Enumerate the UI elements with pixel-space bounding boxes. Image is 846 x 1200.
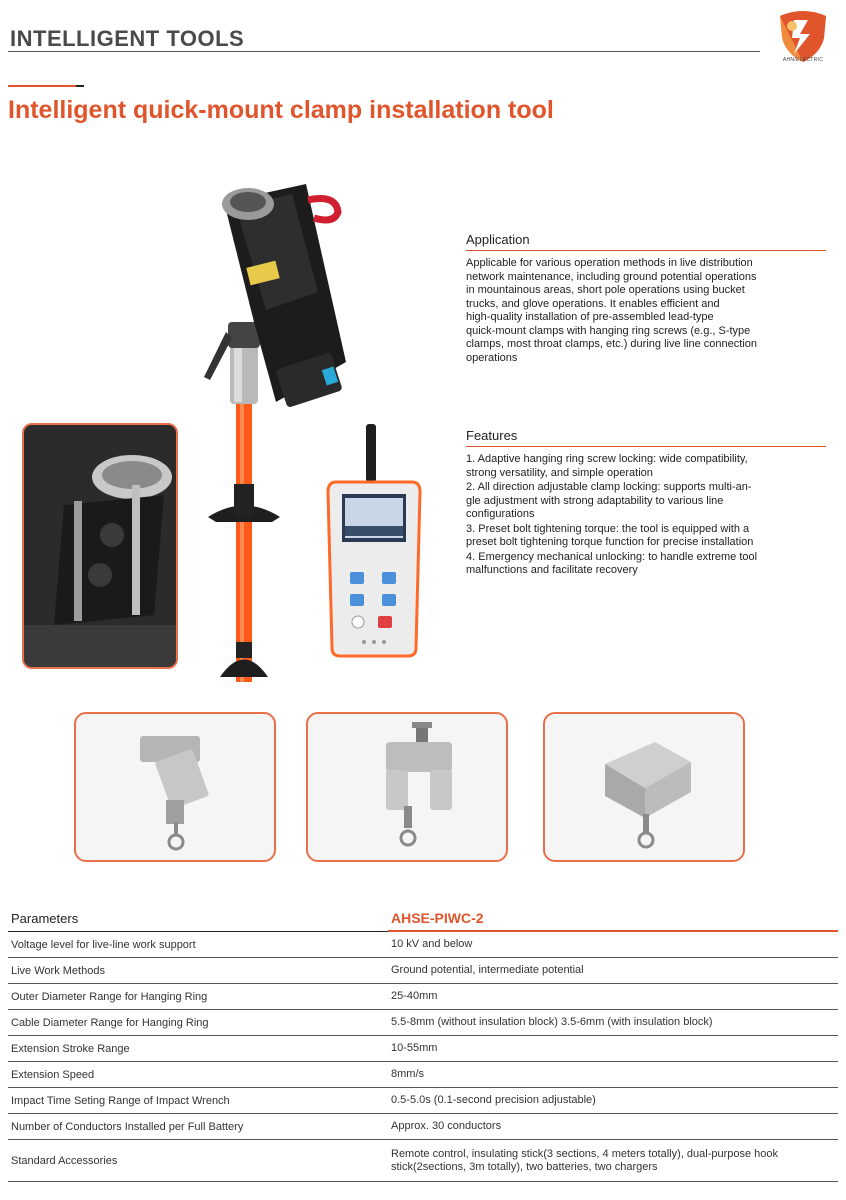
parameter-value: 0.5-5.0s (0.1-second precision adjustable) [391,1094,596,1106]
parameter-value: Remote control, insulating stick(3 sections, 4 meters totally), dual-purpose hook stick(2sections, 3m totally), two batteries, two chargers [391,1147,779,1173]
feature-line: 4. Emergency mechanical unlocking: to handle extreme tool [466,550,758,563]
parameter-label: Extension Stroke Range [11,1042,130,1055]
title-accent-tail [76,85,84,87]
clamp-thumbnail-2 [306,712,508,862]
features-heading: Features [466,428,518,443]
parameter-value: 5.5-8mm (without insulation block) 3.5-6mm (with insulation block) [391,1016,713,1028]
table-row [8,932,838,958]
application-line: network maintenance, including ground potential operations [466,270,757,283]
application-line: quick-mount clamps with hanging ring screws (e.g., S-type [466,324,751,337]
table-row [8,958,838,984]
feature-line: configurations [466,508,535,520]
parameters-header-label: Parameters [11,911,79,926]
features-divider [466,446,826,447]
tool-closeup-illustration [24,425,178,669]
application-divider [466,250,826,251]
feature-line: 1. Adaptive hanging ring screw locking: wide compatibility, [466,453,748,465]
remote-control-illustration [326,422,422,658]
parameter-label: Standard Accessories [11,1154,118,1167]
parameters-header-row [8,906,838,932]
feature-item [466,453,830,480]
clamp-illustration [76,714,274,860]
feature-line: gle adjustment with strong adaptability to various line [466,494,724,507]
table-row [8,1010,838,1036]
table-row [8,1088,838,1114]
parameter-value: Approx. 30 conductors [391,1120,502,1132]
parameter-value: 10-55mm [391,1042,438,1054]
clamp-illustration [308,714,506,860]
feature-line: malfunctions and facilitate recovery [466,564,638,576]
logo-text: AHN/ELECTRIC [782,57,824,63]
application-line: operations [466,351,518,364]
feature-line: 3. Preset bolt tightening torque: the tool is equipped with a [466,522,750,535]
clamp-thumbnail-3 [543,712,745,862]
feature-line: preset bolt tightening torque function for precise installation [466,536,754,548]
application-line: clamps, most throat clamps, etc.) during live line connection [466,338,758,350]
clamp-thumbnail-1 [74,712,276,862]
section-title: INTELLIGENT TOOLS [10,26,245,51]
parameter-label: Extension Speed [11,1068,95,1081]
parameter-value: 8mm/s [391,1068,424,1080]
parameter-value: 25-40mm [391,990,438,1002]
parameter-label: Live Work Methods [11,964,105,977]
page-title: Intelligent quick-mount clamp installation tool [8,96,554,124]
features-list [466,453,830,579]
application-text [466,257,830,365]
parameter-label: Number of Conductors Installed per Full Battery [11,1120,244,1133]
parameter-value: 10 kV and below [391,938,473,950]
application-line: trucks, and glove operations. It enables efficient and [466,297,720,310]
table-row [8,1036,838,1062]
parameters-table [8,906,838,1182]
parameter-value: Ground potential, intermediate potential [391,964,584,976]
feature-line: strong versatility, and simple operation [466,466,653,479]
application-line: in mountainous areas, short pole operations using bucket [466,284,745,296]
feature-item [466,523,830,550]
table-row [8,984,838,1010]
parameter-label: Impact Time Seting Range of Impact Wrench [11,1094,230,1107]
application-line: high-quality installation of pre-assembled lead-type [466,311,714,323]
table-row [8,1114,838,1140]
model-number: AHSE-PIWC-2 [391,910,484,926]
parameter-label: Cable Diameter Range for Hanging Ring [11,1016,209,1029]
parameter-label: Voltage level for live-line work support [11,938,196,951]
feature-item [466,481,830,522]
clamp-illustration [545,714,743,860]
tool-closeup-inset [22,423,178,669]
table-row [8,1062,838,1088]
feature-item [466,551,830,578]
table-row [8,1140,838,1182]
application-line: Applicable for various operation methods in live distribution [466,257,753,269]
header-divider [8,51,760,52]
parameter-label: Outer Diameter Range for Hanging Ring [11,990,208,1003]
feature-line: 2. All direction adjustable clamp locking: supports multi-an- [466,481,752,493]
application-heading: Application [466,232,530,247]
title-accent-line [8,85,84,87]
